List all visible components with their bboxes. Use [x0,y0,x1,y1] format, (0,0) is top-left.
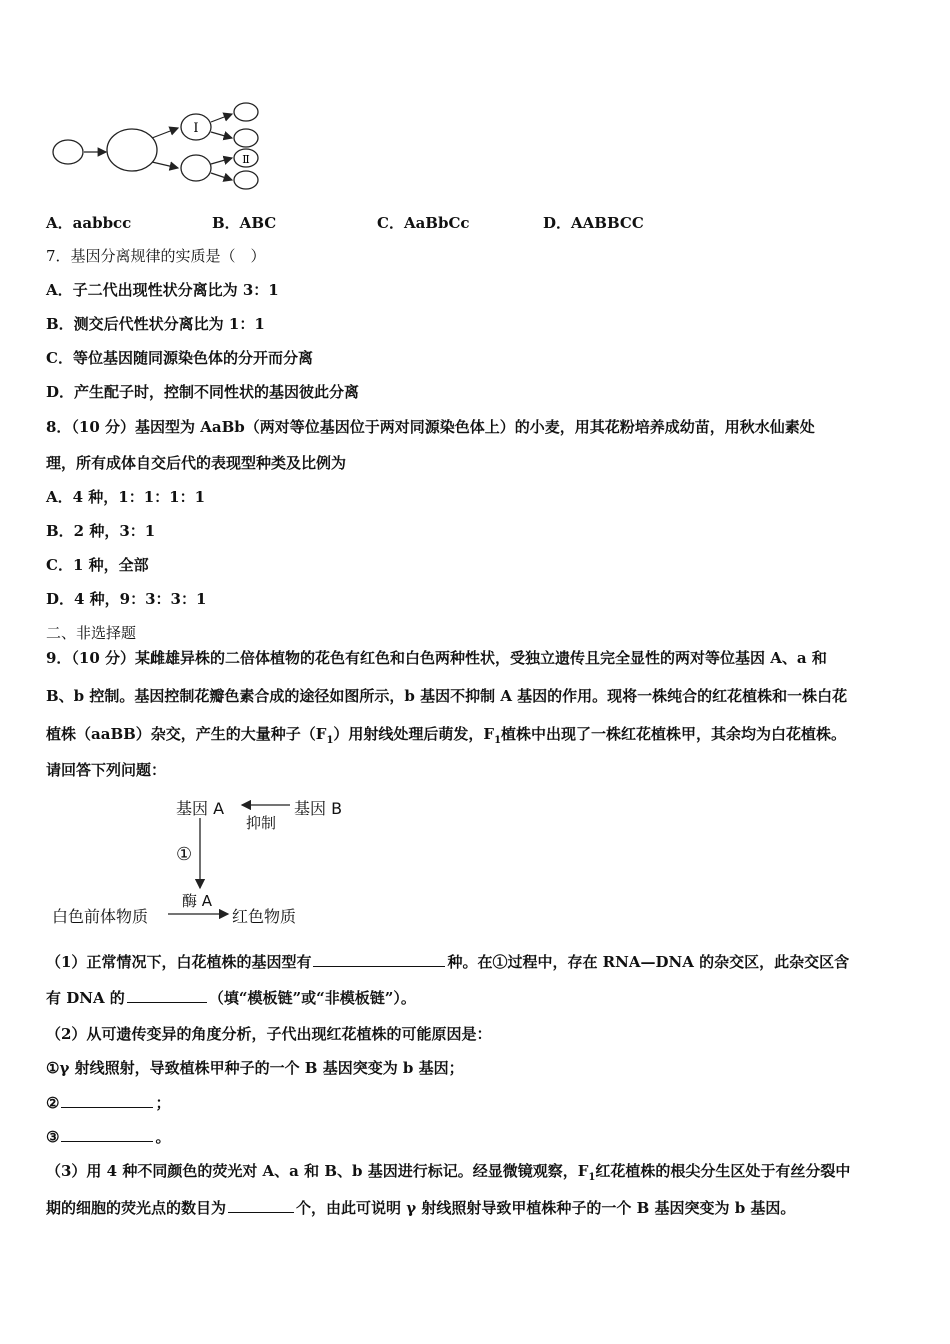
pathway-arrows [48,788,368,928]
gene-b-label: 基因 B [294,799,343,818]
q6-option-c: C．AaBbCc [377,214,470,232]
q9-part2-reason-1: ①γ 射线照射，导致植株甲种子的一个 B 基因突变为 b 基因； [46,1059,464,1077]
q7-option-d: D．产生配子时，控制不同性状的基因彼此分离 [46,383,360,401]
parent-cell [53,140,83,164]
q8-option-d: D．4 种，9：3：3：1 [46,590,207,608]
inhibit-label: 抑制 [246,814,277,832]
q8-option-b: B．2 种，3：1 [46,522,156,540]
final-cell-2 [234,129,258,147]
q9-line-2: B、b 控制。基因控制花瓣色素合成的途径如图所示，b 基因不抑制 A 基因的作用。现将一株纯合的红花植株和一株白花 [46,687,848,705]
q9-part1-line-1: （1）正常情况下，白花植株的基因型有 种。在①过程中，存在 RNA—DNA 的杂交区，此杂交区含 [46,953,850,971]
q9-part2-reason-3: ③ 。 [46,1128,171,1146]
answer-blank-2[interactable] [127,988,207,1003]
answer-blank-1[interactable] [313,952,445,967]
answer-blank-3[interactable] [61,1093,153,1108]
primary-cell [107,129,157,171]
cell-division-diagram [48,100,278,200]
q9-line-3: 植株（aaBB）杂交，产生的大量种子$(F_1)$用射线处理后萌发，$F_1$植株中出现了一株红花植株甲，其余均为白花植株。 [46,725,847,746]
q8-option-c: C．1 种，全部 [46,556,149,574]
enzyme-label: 酶 A [182,892,213,910]
gene-pathway-diagram [48,788,368,928]
white-precursor-label: 白色前体物质 [52,907,149,926]
q6-option-d: D．AABBCC [543,214,644,232]
q6-option-a: A．aabbcc [46,214,132,232]
secondary-cell-2 [181,155,211,181]
label-roman-1: Ⅰ [193,121,199,136]
q8-stem-line-2: 理，所有成体自交后代的表现型种类及比例为 [46,454,347,472]
final-cell-4 [234,171,258,189]
q7-option-b: B．测交后代性状分离比为 1：1 [46,315,265,333]
q7-option-a: A．子二代出现性状分离比为 3：1 [46,281,279,299]
q8-option-a: A．4 种，1：1：1：1 [46,488,206,506]
q7-option-c: C．等位基因随同源染色体的分开而分离 [46,349,313,367]
q9-part3-line-2: 期的细胞的荧光点的数目为 个，由此可说明 γ 射线照射导致甲植株种子的一个 B 基因突变为 b 基因。 [46,1199,796,1217]
q9-line-1: 9．（10 分）某雌雄异株的二倍体植物的花色有红色和白色两种性状，受独立遗传且完全显性的两对等位基因 A、a 和 [46,649,827,667]
q7-stem: 7．基因分离规律的实质是（ ） [46,247,266,265]
answer-blank-5[interactable] [228,1198,294,1213]
q9-line-4: 请回答下列问题： [46,761,167,779]
answer-blank-4[interactable] [61,1127,153,1142]
section-heading: 二、非选择题 [46,624,137,642]
gene-a-label: 基因 A [176,799,225,818]
q8-stem-line-1: 8．（10 分）基因型为 AaBb（两对等位基因位于两对同源染色体上）的小麦，用其花粉培养成幼苗，用秋水仙素处 [46,418,815,436]
step-label: ① [176,844,193,865]
label-roman-2: Ⅱ [242,153,250,166]
q6-option-b: B．ABC [212,214,277,232]
final-cell-1 [234,103,258,121]
q9-part1-line-2: 有 DNA 的 （填“模板链”或“非模板链”）。 [46,989,416,1007]
q9-part2-reason-2: ② ； [46,1094,171,1112]
red-substance-label: 红色物质 [232,907,297,926]
q9-part3-line-1: （3）用 4 种不同颜色的荧光对 A、a 和 B、b 基因进行标记。经显微镜观察，$F_1$红花植株的根尖分生区处于有丝分裂中 [46,1162,851,1183]
q9-part2-stem: （2）从可遗传变异的角度分析，子代出现红花植株的可能原因是： [46,1025,492,1043]
